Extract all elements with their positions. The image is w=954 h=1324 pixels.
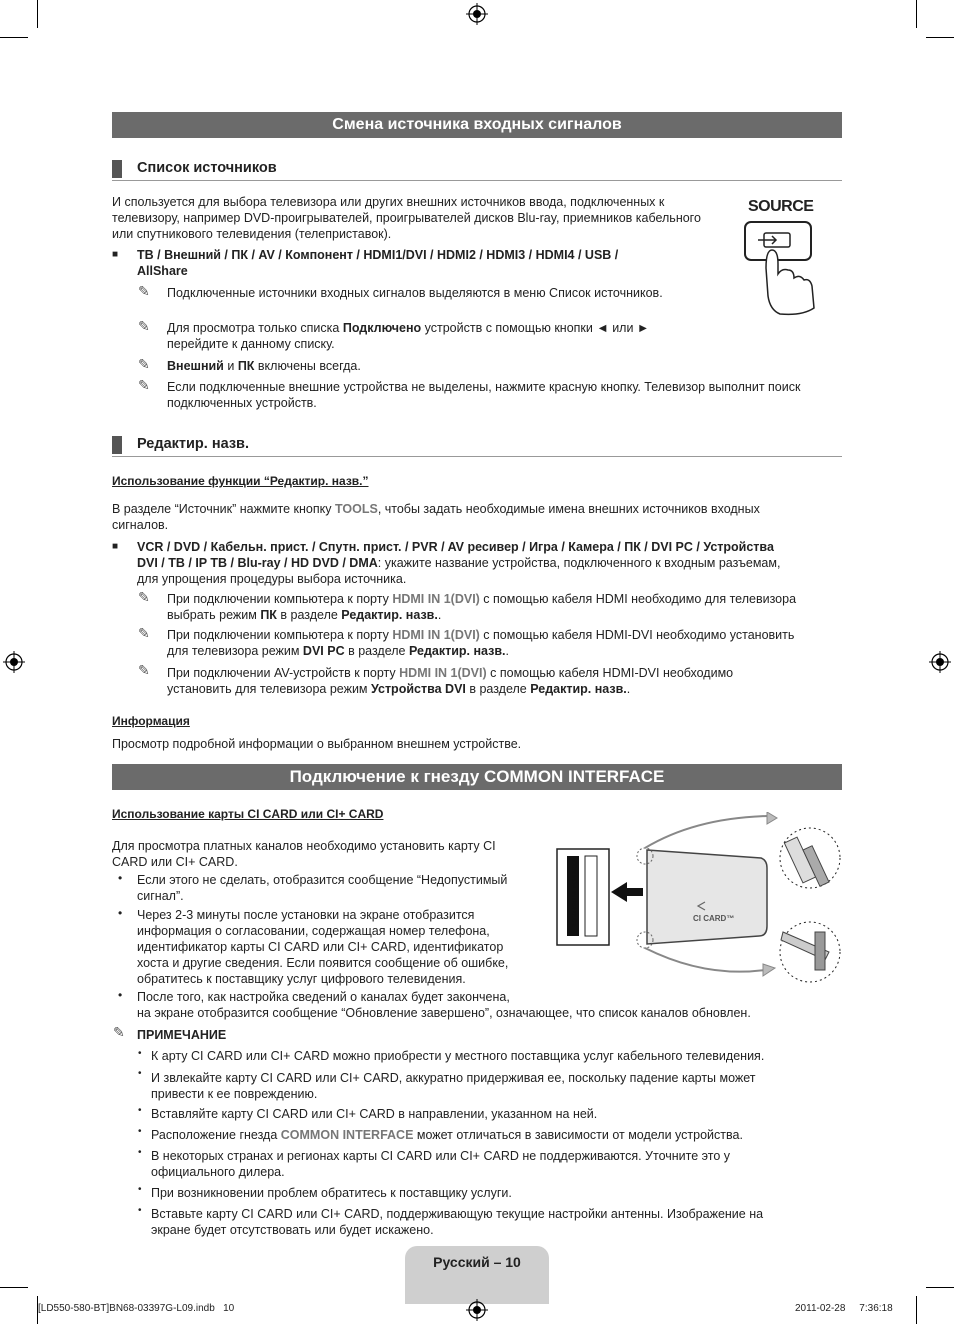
note-bullet: И звлекайте карту CI CARD или CI+ CARD, аккуратно придерживая ее, поскольку падение карты может привести к ее повреждению. [151, 1071, 756, 1101]
tools-button-label: TOOLS [334, 502, 378, 516]
sources-line: AllShare [137, 264, 188, 278]
note-heading: ПРИМЕЧАНИЕ [137, 1028, 227, 1042]
crop-mark [0, 1287, 28, 1288]
crop-mark [0, 37, 28, 38]
sources-list [137, 247, 618, 279]
section-title: Смена источника входных сигналов [112, 112, 842, 138]
crop-mark [916, 1296, 917, 1324]
note-text: Подключенные источники входных сигналов выделяются в меню Список источников. [167, 286, 663, 300]
usage-heading: Использование функции “Редактир. назв.” [112, 474, 369, 488]
page-number: Русский – 10 [433, 1254, 521, 1270]
note-text: Внешний и ПК включены всегда. [167, 359, 361, 373]
ci-bullet: После того, как настройка сведений о каналах будет закончена, на экране отобразится сообщение “Обновление завершено”, означающее, что список каналов обновлен. [137, 990, 751, 1020]
subheading [112, 434, 842, 457]
bullet-dot: • [138, 1105, 142, 1116]
crop-mark [926, 37, 954, 38]
sources-line: ТВ / Внешний / ПК / AV / Компонент / HDMI1/DVI / HDMI2 / HDMI3 / HDMI4 / USB / [137, 248, 619, 262]
source-button-illustration [742, 198, 842, 318]
bullet-dot: • [138, 1205, 142, 1216]
crop-mark [926, 1287, 954, 1288]
footer-file: [LD550-580-BT]BN68-03397G-L09.indb 10 [38, 1303, 235, 1314]
note-pencil-icon: ✎ [138, 377, 150, 393]
note-pencil-icon: ✎ [138, 589, 150, 605]
ci-bullet: Через 2-3 минуты после установки на экране отобразится информация о согласовании, содержащая номер телефона, идентификатор карты CI CARD или CI+ CARD, идентификатор хоста и другие сведения. Если появится сообщение об ошибке, обратитесь к поставщику услуг цифрового телевидения. [137, 908, 509, 986]
info-heading: Информация [112, 714, 190, 728]
note-bullet: Вставляйте карту CI CARD или CI+ CARD в направлении, указанном на ней. [151, 1107, 598, 1121]
subheading-marker [112, 160, 122, 178]
registration-mark-icon [466, 1299, 488, 1321]
note-bullet: Вставьте карту CI CARD или CI+ CARD, поддерживающую текущие настройки антенны. Изображение на экране будет отсутствовать или будет искажено. [151, 1207, 764, 1237]
page-number-tab [405, 1246, 549, 1304]
bullet-dot: • [138, 1048, 142, 1059]
note-bullet: Расположение гнезда COMMON INTERFACE может отличаться в зависимости от модели устройства. [151, 1128, 743, 1142]
note-pencil-icon: ✎ [138, 318, 150, 334]
crop-mark [37, 0, 38, 28]
subheading-text: Редактир. назв. [137, 436, 249, 452]
subheading [112, 158, 842, 181]
note-text: При подключении AV-устройств к порту HDMI IN 1(DVI) с помощью кабеля HDMI-DVI необходимо установить для телевизора режим Устройства DVI в разделе Редактир. назв.. [167, 666, 734, 696]
bullet-dot: • [118, 871, 123, 885]
note-text: Для просмотра только списка Подключено устройств с помощью кнопки ◄ или ► перейдите к данному списку. [167, 321, 650, 351]
bullet-dot: • [138, 1147, 142, 1158]
bullet-dot: • [138, 1126, 142, 1137]
footer-date: 2011-02-28 7:36:18 [795, 1303, 893, 1314]
note-bullet: К арту CI CARD или CI+ CARD можно приобрести у местного поставщика услуг кабельного телевидения. [151, 1049, 765, 1063]
list-square-icon: ■ [112, 541, 119, 552]
note-pencil-icon: ✎ [113, 1024, 125, 1040]
note-bullet: При возникновении проблем обратитесь к поставщику услуги. [151, 1186, 512, 1200]
subheading-text: Список источников [137, 160, 277, 176]
list-square-icon: ■ [112, 249, 119, 260]
source-label: SOURCE [748, 198, 814, 215]
note-pencil-icon: ✎ [138, 356, 150, 372]
bullet-dot: • [138, 1184, 142, 1195]
ci-card-illustration [555, 812, 845, 984]
registration-mark-icon [929, 651, 951, 673]
registration-mark-icon [3, 651, 25, 673]
section-title: Подключение к гнезду COMMON INTERFACE [112, 764, 842, 790]
common-interface-slot-label: COMMON INTERFACE [570, 860, 576, 927]
bullet-dot: • [138, 1068, 142, 1079]
device-list: VCR / DVD / Кабельн. прист. / Спутн. прист. / PVR / AV ресивер / Игра / Камера / ПК / DVI PC / Устройства DVI / ТВ / IP TB / Blu-ray / HD DVD / DMA: укажите название устройства, подключенного к входным разъемам, для упрощения процедуры выбора источника. [137, 540, 781, 586]
crop-mark [916, 0, 917, 28]
note-text: При подключении компьютера к порту HDMI IN 1(DVI) с помощью кабеля HDMI-DVI необходимо установить для телевизора режим DVI PC в разделе Редактир. назв.. [167, 628, 795, 658]
note-text: Если подключенные внешние устройства не выделены, нажмите красную кнопку. Телевизор выполнит поиск подключенных устройств. [167, 380, 801, 410]
ci-card-label: CI CARD™ [693, 914, 735, 923]
ci-card-insertion-diagram [555, 812, 845, 984]
note-pencil-icon: ✎ [138, 283, 150, 299]
note-text: При подключении компьютера к порту HDMI IN 1(DVI) с помощью кабеля HDMI необходимо для телевизора выбрать режим ПК в разделе Редактир. назв.. [167, 592, 797, 622]
note-bullet: В некоторых странах и регионах карты CI CARD или CI+ CARD не поддерживаются. Уточните это у официального дилера. [151, 1149, 731, 1179]
intro-paragraph: И спользуется для выбора телевизора или других внешних источников ввода, подключенных к телевизору, например DVD-проигрывателей, проигрывателей дисков Blu-ray, приемников кабельного или спутникового телевидения (телеприставок). [112, 195, 701, 241]
bullet-dot: • [118, 988, 123, 1002]
note-pencil-icon: ✎ [138, 662, 150, 678]
registration-mark-icon [466, 3, 488, 25]
ci-heading: Использование карты CI CARD или CI+ CARD [112, 807, 384, 821]
info-text: Просмотр подробной информации о выбранном внешнем устройстве. [112, 737, 522, 751]
note-pencil-icon: ✎ [138, 625, 150, 641]
subheading-marker [112, 436, 122, 454]
hand-press-icon [742, 198, 842, 318]
usage-paragraph: В разделе “Источник” нажмите кнопку TOOLS, чтобы задать необходимые имена внешних источников входных сигналов. [112, 502, 760, 532]
ci-bullet: Если этого не сделать, отобразится сообщение “Недопустимый сигнал”. [137, 873, 508, 903]
ci-intro: Для просмотра платных каналов необходимо установить карту CI CARD или CI+ CARD. [112, 839, 496, 869]
bullet-dot: • [118, 906, 123, 920]
